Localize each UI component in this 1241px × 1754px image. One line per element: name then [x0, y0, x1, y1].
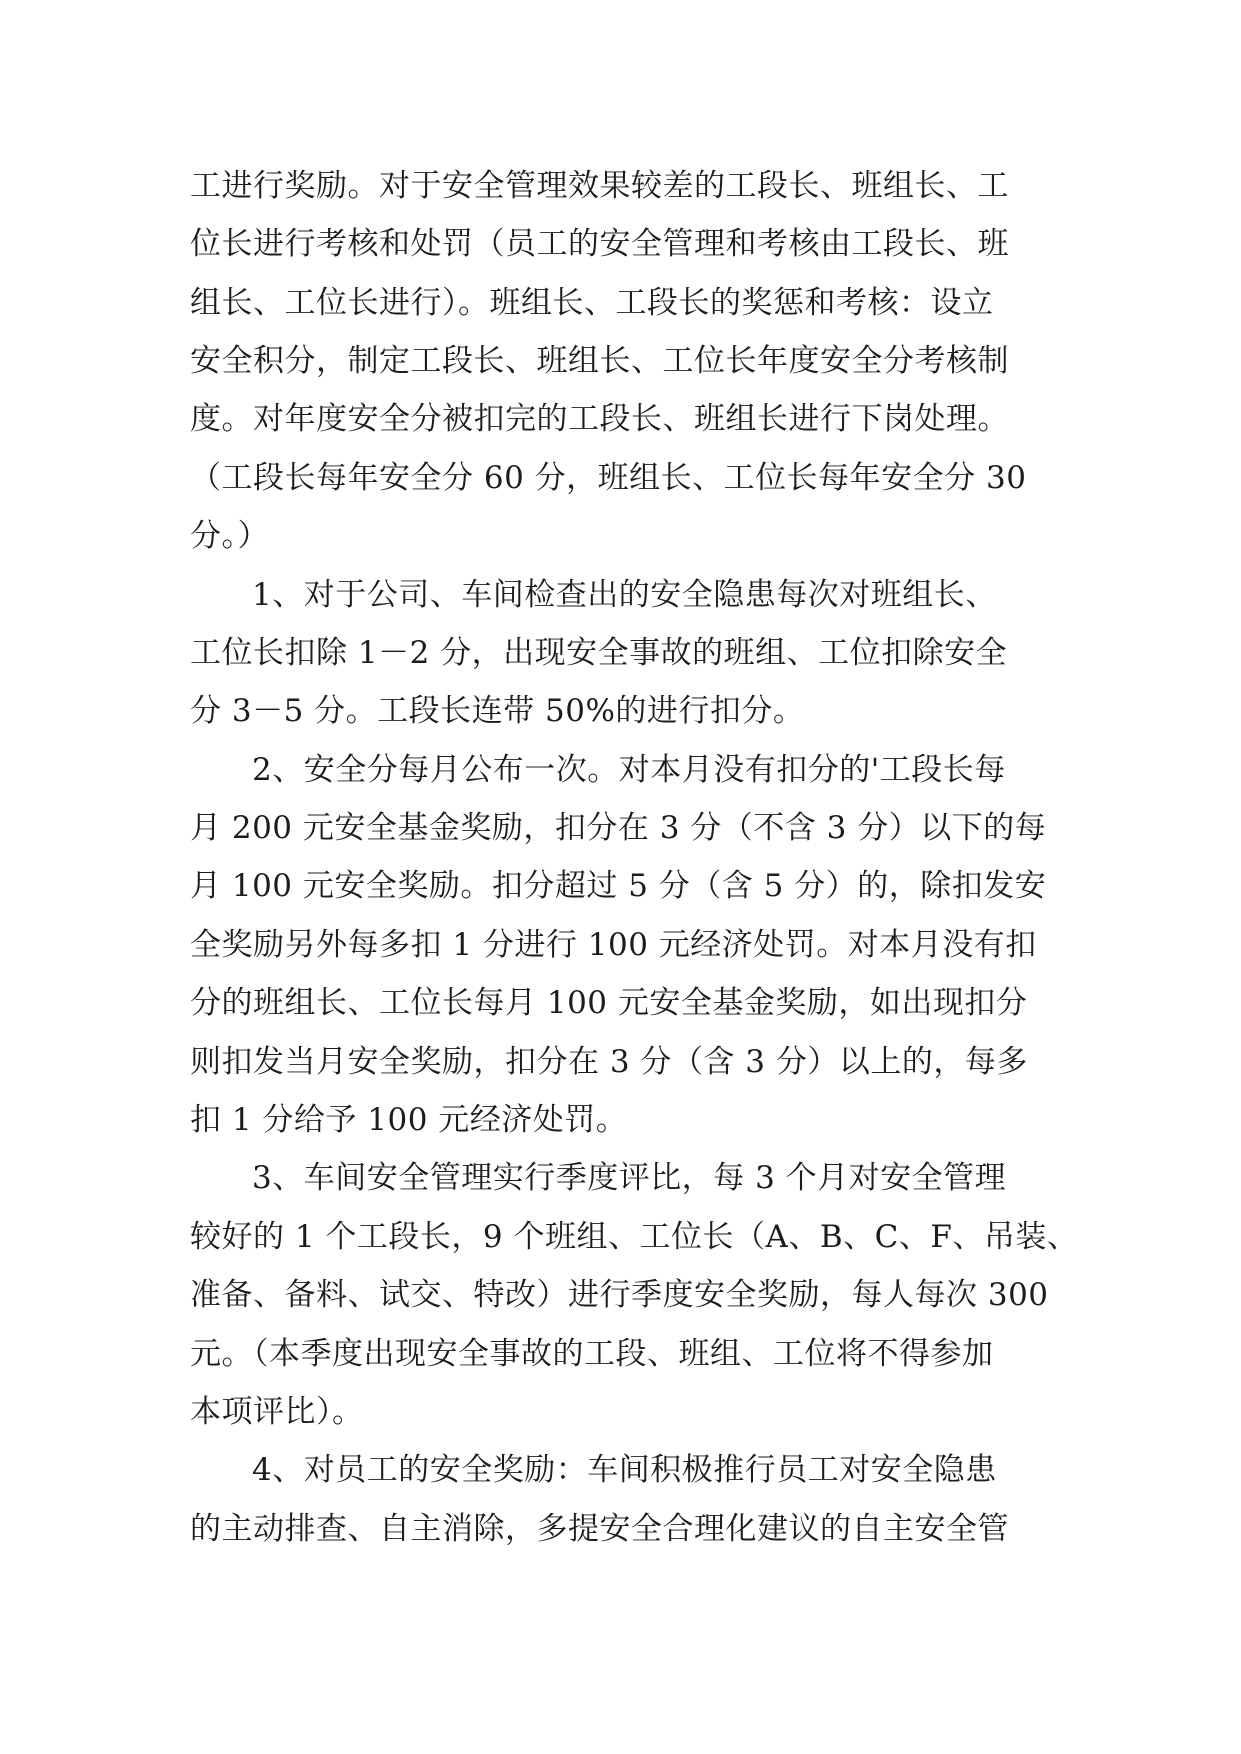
text-line: 准备、备料、试交、特改）进行季度安全奖励，每人每次 300	[190, 1277, 1049, 1313]
text-line: 分。）	[190, 518, 269, 554]
text-line: 本项评比）。	[190, 1394, 364, 1430]
text-line: 4、对员工的安全奖励：车间积极推行员工对安全隐患	[252, 1452, 997, 1488]
text-line: （工段长每年安全分 60 分，班组长、工位长每年安全分 30	[190, 460, 1027, 496]
text-line: 则扣发当月安全奖励，扣分在 3 分（含 3 分）以上的，每多	[190, 1044, 1028, 1080]
text-line: 3、车间安全管理实行季度评比，每 3 个月对安全管理	[252, 1160, 1007, 1196]
text-line: 月 100 元安全奖励。扣分超过 5 分（含 5 分）的，除扣发安	[190, 868, 1047, 904]
text-line: 工进行奖励。对于安全管理效果较差的工段长、班组长、工	[190, 168, 1009, 204]
text-line: 全奖励另外每多扣 1 分进行 100 元经济处罚。对本月没有扣	[190, 927, 1037, 963]
text-line: 1、对于公司、车间检查出的安全隐患每次对班组长、	[252, 577, 997, 613]
text-line: 较好的 1 个工段长，9 个班组、工位长（A、B、C、F、吊装、	[190, 1219, 1079, 1255]
text-line: 安全积分，制定工段长、班组长、工位长年度安全分考核制	[190, 343, 1009, 379]
text-line: 位长进行考核和处罚（员工的安全管理和考核由工段长、班	[190, 226, 1009, 262]
text-line: 分 3－5 分。工段长连带 50%的进行扣分。	[190, 693, 805, 729]
text-line: 组长、工位长进行）。班组长、工段长的奖惩和考核：设立	[190, 285, 994, 321]
text-line: 工位长扣除 1－2 分，出现安全事故的班组、工位扣除安全	[190, 635, 1008, 671]
text-line: 月 200 元安全基金奖励，扣分在 3 分（不含 3 分）以下的每	[190, 810, 1047, 846]
text-line: 的主动排查、自主消除，多提安全合理化建议的自主安全管	[190, 1511, 1009, 1547]
text-line: 扣 1 分给予 100 元经济处罚。	[190, 1102, 628, 1138]
text-line: 元。（本季度出现安全事故的工段、班组、工位将不得参加	[190, 1336, 994, 1372]
text-line: 度。对年度安全分被扣完的工段长、班组长进行下岗处理。	[190, 401, 1009, 437]
text-line: 分的班组长、工位长每月 100 元安全基金奖励，如出现扣分	[190, 985, 1028, 1021]
text-line: 2、安全分每月公布一次。对本月没有扣分的'工段长每	[252, 752, 1006, 788]
